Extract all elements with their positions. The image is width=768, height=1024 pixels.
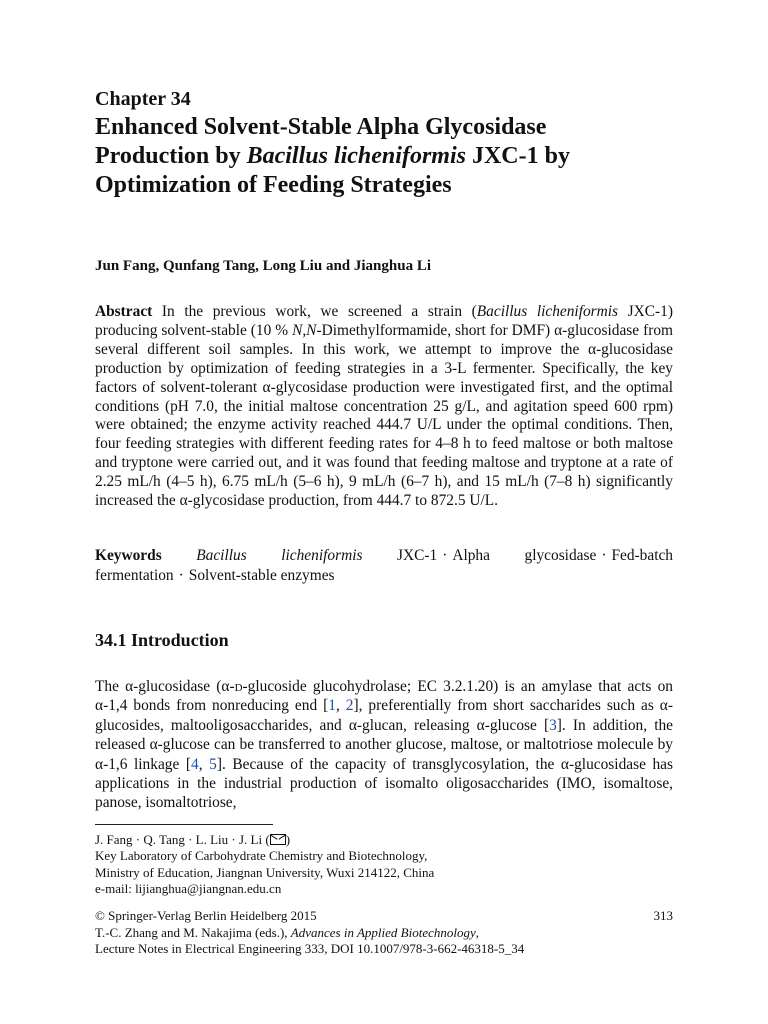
keyword-species: Bacillus licheniformis <box>196 547 363 564</box>
abstract-text: -Dimethylformamide, short for DMF) α-glucosidase from several different soil samples. In this work, we attempt to improve the α-glucosidase production by optimization of feeding strategies in a 3-L fermenter. Specifically, the key factors of solvent-tolerant α-glycosidase production were investigated first, and the optimal conditions (pH 7.0, the initial maltose concentration 25 g/L, and agitation speed 600 rpm) were obtained; the enzyme activity reached 444.7 U/L under the optimal conditions. Then, four feeding strategies with different feeding rates for 4–8 h to feed maltose or both maltose and tryptone were carried out, and it was found that feeding maltose and tryptone at a rate of 2.25 mL/h (4–5 h), 6.75 mL/h (5–6 h), 9 mL/h (6–7 h), and 15 mL/h (7–8 h) significantly increased the α-glycosidase production, from 444.7 to 872.5 U/L. <box>95 321 673 510</box>
keywords-label: Keywords <box>95 547 162 564</box>
abstract-text: In the previous work, we screened a strain ( <box>152 303 477 320</box>
chapter-title <box>95 113 655 200</box>
book-title: Advances in Applied Biotechnology <box>290 924 476 940</box>
keyword: Fed-batch fermentation <box>95 547 673 584</box>
section-heading: 34.1 Introduction <box>95 630 229 650</box>
citation-link[interactable]: 3 <box>549 716 557 734</box>
author-list: Jun Fang, Qunfang Tang, Long Liu and Jianghua Li <box>95 258 431 274</box>
keyword: Alpha glycosidase <box>452 547 597 564</box>
affiliation-line: Key Laboratory of Carbohydrate Chemistry and Biotechnology, <box>95 848 428 864</box>
abstract-label: Abstract <box>95 303 153 320</box>
keyword: Solvent-stable enzymes <box>188 567 335 584</box>
keyword: JXC-1 <box>362 547 438 564</box>
abstract-species: Bacillus licheniformis <box>476 303 619 320</box>
affiliation <box>95 832 434 898</box>
affiliation-line: Ministry of Education, Jiangnan University, Wuxi 214122, China <box>95 864 435 880</box>
affiliation-authors <box>95 832 434 848</box>
intro-paragraph <box>95 677 673 813</box>
keywords <box>95 546 673 586</box>
citation-link[interactable]: 5 <box>209 755 217 773</box>
keyword-separator: · <box>601 547 607 564</box>
affiliation-authors-close: ) <box>285 832 291 847</box>
page-footer <box>95 908 673 958</box>
intro-text: ]. In addition, the released α-glucose can be transferred to another glucose, maltose, or maltotriose molecule by α-1,6 linkage [ <box>95 716 673 773</box>
intro-text: ]. Because of the capacity of transglycosylation, the α-glucosidase has applications in the industrial production of isomalto oligosaccharides (IMO, isomaltose, panose, isomaltotriose, <box>95 755 674 812</box>
affiliation-email[interactable]: e-mail: lijianghua@jiangnan.edu.cn <box>95 881 282 897</box>
page-number: 313 <box>653 908 673 923</box>
affiliation-authors-text: J. Fang · Q. Tang · L. Liu · J. Li ( <box>95 832 270 847</box>
keyword-separator: · <box>178 567 184 584</box>
intro-text: , <box>335 697 346 715</box>
book-citation <box>95 925 673 942</box>
series-doi: Lecture Notes in Electrical Engineering 333, DOI 10.1007/978-3-662-46318-5_34 <box>95 941 525 956</box>
citation-link[interactable]: 1 <box>328 697 336 715</box>
abstract-text: JXC-1) producing solvent-stable (10 % <box>95 303 673 339</box>
mail-icon <box>270 834 286 845</box>
footnote-divider <box>95 824 273 825</box>
abstract <box>95 303 673 511</box>
citation-punct: , <box>475 924 480 940</box>
chapter-label: Chapter 34 <box>95 88 191 110</box>
copyright: © Springer-Verlag Berlin Heidelberg 2015 <box>95 908 317 923</box>
intro-smallcaps: d <box>234 678 243 695</box>
editors: T.-C. Zhang and M. Nakajima (eds.), <box>95 924 291 940</box>
title-text-end: JXC-1 by Optimization of Feeding Strategies <box>95 143 570 198</box>
citation-link[interactable]: 4 <box>191 755 199 773</box>
title-species: Bacillus licheniformis <box>246 143 466 169</box>
keyword-separator: · <box>442 547 448 564</box>
abstract-italic: N,N <box>292 321 317 339</box>
citation-link[interactable]: 2 <box>345 697 354 715</box>
intro-text: , <box>198 755 210 773</box>
intro-text: -glucoside glucohydrolase; EC 3.2.1.20) is an amylase that acts on α-1,4 bonds from nonreducing end [ <box>95 678 673 715</box>
intro-text: The α-glucosidase (α- <box>95 678 235 695</box>
title-text: Enhanced Solvent-Stable Alpha Glycosidase Production by <box>95 114 547 169</box>
intro-text: ], preferentially from short saccharides such as α-glucosides, maltooligosaccharides, and α-glucan, releasing α-glucose [ <box>95 697 673 734</box>
